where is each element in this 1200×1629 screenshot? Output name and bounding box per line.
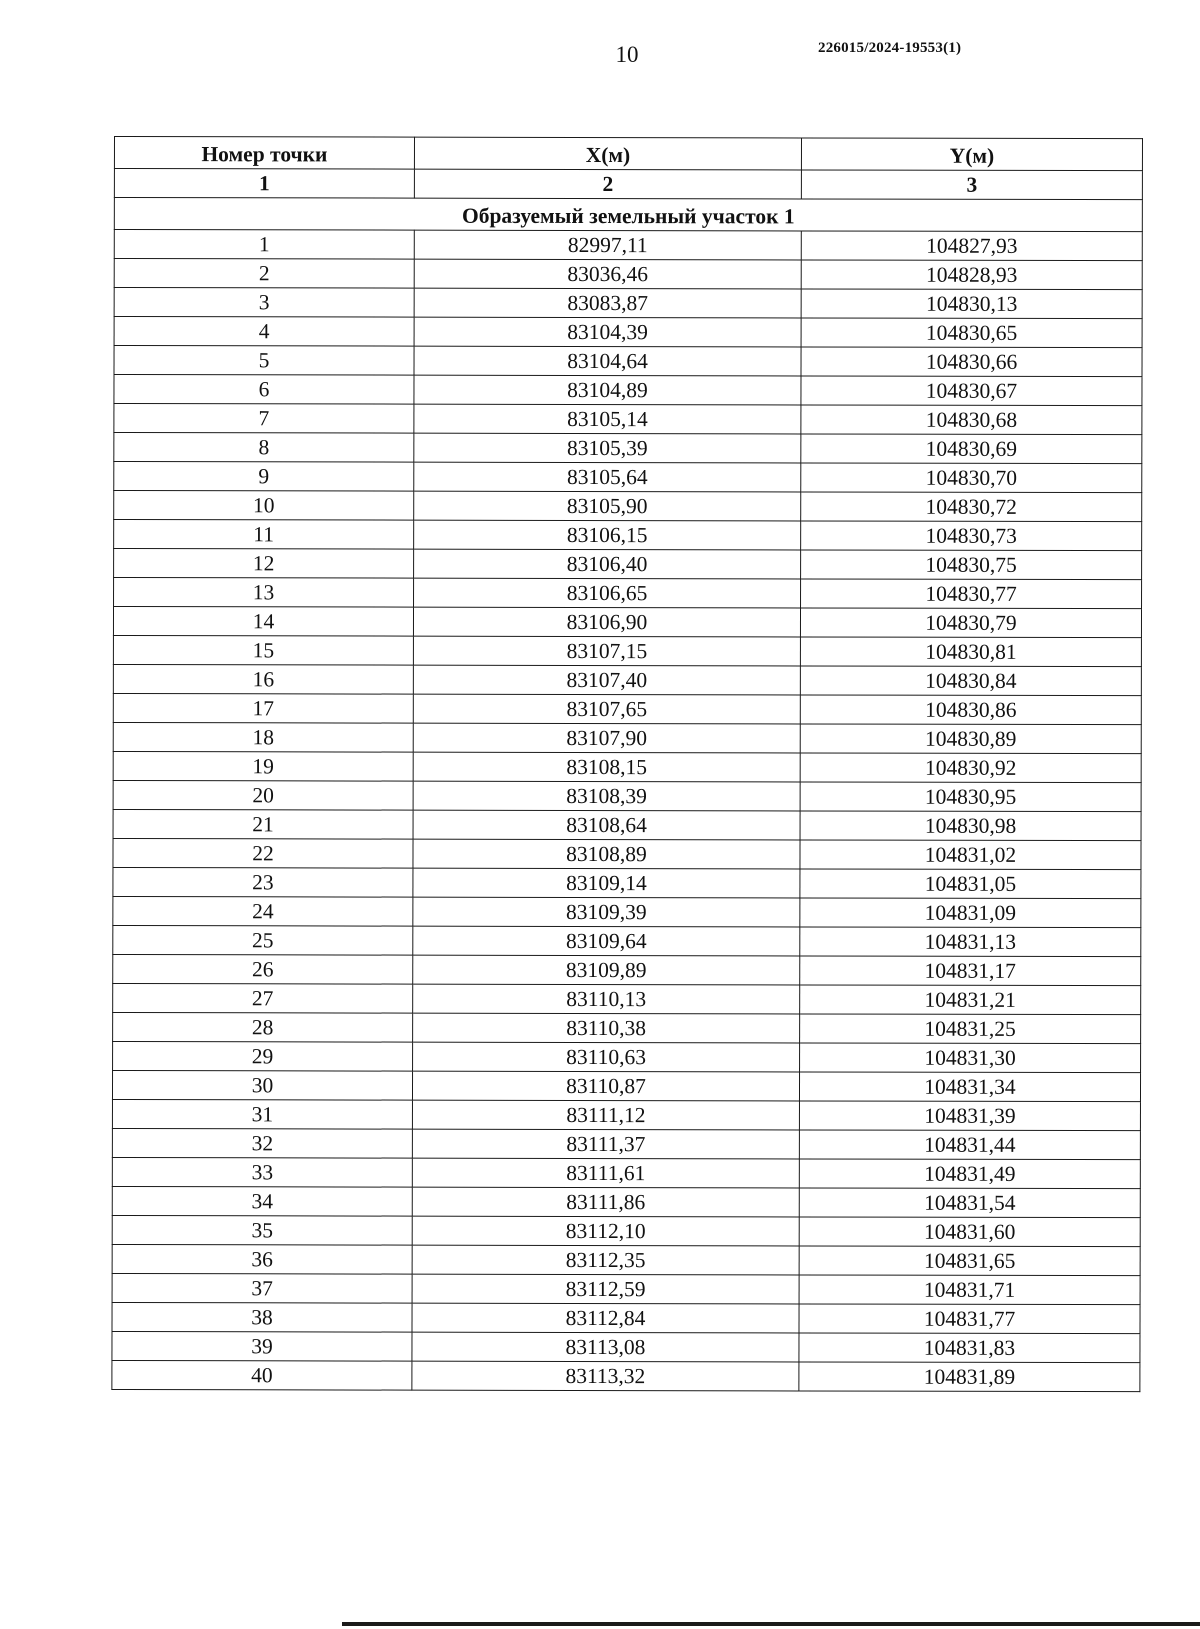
table-row (112, 1215, 1140, 1246)
point-number-cell: 24 (113, 896, 413, 926)
x-coordinate-cell: 83112,10 (412, 1216, 799, 1246)
x-coordinate-cell: 83108,15 (413, 752, 800, 782)
table-row (112, 1273, 1140, 1304)
x-coordinate-cell: 83108,89 (413, 839, 800, 869)
point-number-cell: 15 (113, 635, 413, 665)
x-coordinate-cell: 83107,40 (413, 665, 800, 695)
x-coordinate-cell: 83036,46 (414, 259, 801, 289)
point-number-cell: 39 (112, 1331, 412, 1361)
point-number-cell: 22 (113, 838, 413, 868)
table-row (112, 1302, 1140, 1333)
point-number-cell: 30 (112, 1070, 412, 1100)
x-coordinate-cell: 83105,14 (414, 404, 801, 434)
y-coordinate-cell: 104830,95 (800, 782, 1141, 812)
table-row (114, 491, 1142, 522)
y-coordinate-cell: 104831,44 (799, 1130, 1140, 1160)
y-coordinate-cell: 104831,54 (799, 1188, 1140, 1218)
point-number-cell: 23 (113, 867, 413, 897)
x-coordinate-cell: 83113,08 (412, 1332, 799, 1362)
y-coordinate-cell: 104830,77 (801, 579, 1142, 609)
point-number-cell: 17 (113, 693, 413, 723)
section-row (114, 198, 1142, 232)
x-coordinate-cell: 83107,90 (413, 723, 800, 753)
point-number-cell: 16 (113, 664, 413, 694)
table-row (114, 462, 1142, 493)
point-number-cell: 11 (114, 520, 414, 550)
point-number-cell: 28 (113, 1012, 413, 1042)
y-coordinate-cell: 104831,83 (799, 1333, 1140, 1363)
point-number-cell: 33 (112, 1157, 412, 1187)
table-row (114, 520, 1142, 551)
table-row (113, 1012, 1141, 1043)
point-number-cell: 13 (114, 578, 414, 608)
table-row (113, 925, 1141, 956)
point-number-cell: 7 (114, 404, 414, 434)
table-row (113, 780, 1141, 811)
table-row (114, 346, 1142, 377)
x-coordinate-cell: 83112,84 (412, 1303, 799, 1333)
x-coordinate-cell: 83109,39 (413, 897, 800, 927)
table-row (112, 1157, 1140, 1188)
y-coordinate-cell: 104828,93 (801, 260, 1142, 290)
point-number-cell: 1 (114, 230, 414, 260)
y-coordinate-cell: 104830,81 (800, 637, 1141, 667)
y-coordinate-cell: 104831,71 (799, 1275, 1140, 1305)
table-row (114, 549, 1142, 580)
x-coordinate-cell: 83106,65 (414, 578, 801, 608)
x-coordinate-cell: 83105,90 (414, 491, 801, 521)
page-number: 10 (615, 42, 639, 67)
table-row (112, 1360, 1140, 1391)
x-coordinate-cell: 83110,13 (413, 984, 800, 1014)
table-row (113, 983, 1141, 1014)
y-coordinate-cell: 104831,89 (799, 1362, 1140, 1392)
x-coordinate-cell: 83112,59 (412, 1274, 799, 1304)
point-number-cell: 20 (113, 780, 413, 810)
x-coordinate-cell: 83110,38 (413, 1013, 800, 1043)
coordinates-table (111, 136, 1143, 1392)
x-coordinate-cell: 83104,39 (414, 317, 801, 347)
y-coordinate-cell: 104831,34 (799, 1072, 1140, 1102)
y-coordinate-cell: 104830,68 (801, 405, 1142, 435)
point-number-cell: 36 (112, 1244, 412, 1274)
table-row (112, 1128, 1140, 1159)
table-row (113, 896, 1141, 927)
y-coordinate-cell: 104830,73 (801, 521, 1142, 551)
table-row (113, 607, 1141, 638)
table-row (113, 838, 1141, 869)
table-row (112, 1186, 1140, 1217)
y-coordinate-cell: 104830,75 (801, 550, 1142, 580)
point-number-cell: 12 (114, 549, 414, 579)
x-coordinate-cell: 83104,89 (414, 375, 801, 405)
y-coordinate-cell: 104830,65 (801, 318, 1142, 348)
x-coordinate-cell: 83110,63 (413, 1042, 800, 1072)
table-row (112, 1099, 1140, 1130)
y-coordinate-cell: 104830,66 (801, 347, 1142, 377)
point-number-cell: 21 (113, 809, 413, 839)
y-coordinate-cell: 104831,02 (800, 840, 1141, 870)
x-coordinate-cell: 83109,14 (413, 868, 800, 898)
point-number-cell: 9 (114, 462, 414, 492)
y-coordinate-cell: 104831,60 (799, 1217, 1140, 1247)
x-coordinate-cell: 83113,32 (412, 1361, 799, 1391)
x-coordinate-cell: 83104,64 (414, 346, 801, 376)
y-coordinate-cell: 104831,17 (800, 956, 1141, 986)
header-y-coordinate: Y(м) (801, 138, 1142, 171)
y-coordinate-cell: 104831,25 (800, 1014, 1141, 1044)
table-row (114, 433, 1142, 464)
table-row (113, 954, 1141, 985)
point-number-cell: 32 (112, 1128, 412, 1158)
table-row (113, 1041, 1141, 1072)
y-coordinate-cell: 104830,89 (800, 724, 1141, 754)
y-coordinate-cell: 104831,13 (800, 927, 1141, 957)
point-number-cell: 40 (112, 1360, 412, 1390)
y-coordinate-cell: 104830,13 (801, 289, 1142, 319)
table-row (112, 1070, 1140, 1101)
point-number-cell: 26 (113, 954, 413, 984)
point-number-cell: 31 (112, 1099, 412, 1129)
y-coordinate-cell: 104831,30 (800, 1043, 1141, 1073)
point-number-cell: 4 (114, 317, 414, 347)
table-row (113, 722, 1141, 753)
point-number-cell: 19 (113, 751, 413, 781)
column-number: 3 (801, 170, 1142, 200)
x-coordinate-cell: 83105,39 (414, 433, 801, 463)
table-row (112, 1331, 1140, 1362)
point-number-cell: 29 (113, 1041, 413, 1071)
table-row (113, 809, 1141, 840)
point-number-cell: 35 (112, 1215, 412, 1245)
point-number-cell: 8 (114, 433, 414, 463)
y-coordinate-cell: 104830,70 (801, 463, 1142, 493)
y-coordinate-cell: 104831,65 (799, 1246, 1140, 1276)
column-number: 1 (114, 169, 414, 199)
point-number-cell: 10 (114, 491, 414, 521)
x-coordinate-cell: 83110,87 (412, 1071, 799, 1101)
table-row (113, 693, 1141, 724)
table-row (113, 867, 1141, 898)
point-number-cell: 34 (112, 1186, 412, 1216)
y-coordinate-cell: 104830,69 (801, 434, 1142, 464)
table-header-row (114, 137, 1142, 171)
y-coordinate-cell: 104831,05 (800, 869, 1141, 899)
table-row (114, 578, 1142, 609)
y-coordinate-cell: 104830,84 (800, 666, 1141, 696)
x-coordinate-cell: 83109,89 (413, 955, 800, 985)
table-row (114, 259, 1142, 290)
y-coordinate-cell: 104830,79 (800, 608, 1141, 638)
x-coordinate-cell: 83106,15 (414, 520, 801, 550)
table-row (113, 751, 1141, 782)
y-coordinate-cell: 104830,86 (800, 695, 1141, 725)
y-coordinate-cell: 104831,21 (800, 985, 1141, 1015)
x-coordinate-cell: 83083,87 (414, 288, 801, 318)
y-coordinate-cell: 104831,09 (800, 898, 1141, 928)
point-number-cell: 38 (112, 1302, 412, 1332)
point-number-cell: 3 (114, 288, 414, 318)
x-coordinate-cell: 83111,12 (412, 1100, 799, 1130)
bottom-scan-rule (342, 1622, 1200, 1626)
x-coordinate-cell: 83107,65 (413, 694, 800, 724)
table-row (114, 375, 1142, 406)
table-row (114, 317, 1142, 348)
x-coordinate-cell: 83112,35 (412, 1245, 799, 1275)
x-coordinate-cell: 83108,39 (413, 781, 800, 811)
x-coordinate-cell: 82997,11 (414, 230, 801, 260)
y-coordinate-cell: 104831,39 (799, 1101, 1140, 1131)
y-coordinate-cell: 104830,72 (801, 492, 1142, 522)
x-coordinate-cell: 83105,64 (414, 462, 801, 492)
table-row (114, 230, 1142, 261)
table-body (112, 230, 1142, 1392)
header-point-number: Номер точки (114, 137, 414, 170)
y-coordinate-cell: 104830,92 (800, 753, 1141, 783)
point-number-cell: 18 (113, 722, 413, 752)
y-coordinate-cell: 104831,49 (799, 1159, 1140, 1189)
x-coordinate-cell: 83107,15 (413, 636, 800, 666)
x-coordinate-cell: 83111,61 (412, 1158, 799, 1188)
point-number-cell: 2 (114, 259, 414, 289)
y-coordinate-cell: 104830,67 (801, 376, 1142, 406)
column-number-row (114, 169, 1142, 200)
x-coordinate-cell: 83109,64 (413, 926, 800, 956)
table-row (113, 635, 1141, 666)
point-number-cell: 6 (114, 375, 414, 405)
table-row (112, 1244, 1140, 1275)
y-coordinate-cell: 104831,77 (799, 1304, 1140, 1334)
document-id: 226015/2024-19553(1) (818, 40, 962, 56)
x-coordinate-cell: 83111,37 (412, 1129, 799, 1159)
x-coordinate-cell: 83106,40 (414, 549, 801, 579)
point-number-cell: 25 (113, 925, 413, 955)
table-row (114, 404, 1142, 435)
y-coordinate-cell: 104827,93 (801, 231, 1142, 261)
point-number-cell: 14 (113, 607, 413, 637)
section-title: Образуемый земельный участок 1 (114, 198, 1142, 232)
x-coordinate-cell: 83106,90 (413, 607, 800, 637)
point-number-cell: 27 (113, 983, 413, 1013)
x-coordinate-cell: 83108,64 (413, 810, 800, 840)
column-number: 2 (414, 169, 801, 199)
point-number-cell: 37 (112, 1273, 412, 1303)
header-x-coordinate: X(м) (414, 137, 801, 170)
y-coordinate-cell: 104830,98 (800, 811, 1141, 841)
table-row (113, 664, 1141, 695)
table-row (114, 288, 1142, 319)
point-number-cell: 5 (114, 346, 414, 376)
x-coordinate-cell: 83111,86 (412, 1187, 799, 1217)
